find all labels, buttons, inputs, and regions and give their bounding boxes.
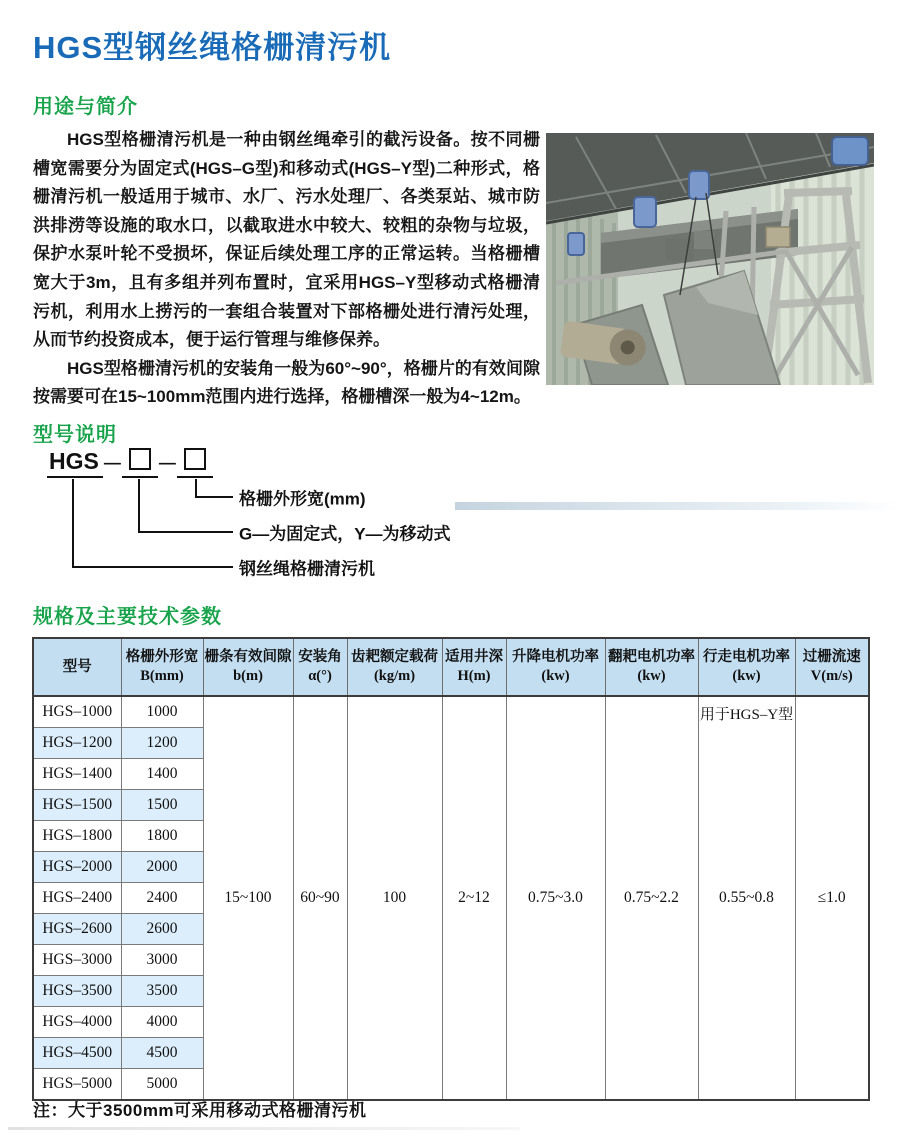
travel-power-note: 用于HGS–Y型 [699,707,794,723]
width-cell: 5000 [121,1069,203,1101]
machine-photo [546,133,874,385]
model-cell: HGS–1200 [33,728,121,759]
column-header-grille-width: 格栅外形宽 B(mm) [121,638,203,696]
model-cell: HGS–3000 [33,945,121,976]
model-cell: HGS–2400 [33,883,121,914]
column-header-bar-gap: 栅条有效间隙 b(m) [203,638,293,696]
placeholder-box-icon [184,448,206,470]
model-cell: HGS–1400 [33,759,121,790]
width-cell: 3500 [121,976,203,1007]
machine-photo-graphic [546,133,874,385]
width-cell: 3000 [121,945,203,976]
header-row [33,638,869,696]
model-code-prefix: HGS [47,448,103,478]
width-cell: 2600 [121,914,203,945]
merged-travel-power-cell [698,696,795,1100]
column-header-install-angle: 安装角 α(°) [293,638,347,696]
model-cell: HGS–2600 [33,914,121,945]
merged-lift-power-cell: 0.75~3.0 [506,696,605,1100]
model-cell: HGS–2000 [33,852,121,883]
section-heading-specs: 规格及主要技术参数 [33,606,222,628]
decorative-strip-bottom [8,1127,520,1130]
dash-glyph: — [158,453,176,472]
column-header-rake-power: 翻耙电机功率 (kw) [605,638,698,696]
intro-paragraph-1: HGS型格栅清污机是一种由钢丝绳牵引的截污设备。按不同栅槽宽需要分为固定式(HGS–G型)和移动式(HGS–Y型)二种形式，格栅清污机一般适用于城市、水厂、污水处理厂、各类泵站、城市防洪排涝等设施的取水口，以截取进水中较大、较粗的杂物与垃圾，保护水泵叶轮不受损坏，保证后续处理工序的正常运转。当格栅槽宽大于3m，且有多组并列布置时，宜采用HGS–Y型移动式格栅清污机，利用水上捞污的一套组合装置对下部格栅处进行清污处理，从而节约投资成本，便于运行管理与维修保养。 [33,130,540,350]
page-title: HGS型钢丝绳格栅清污机 [33,30,392,65]
diagram-label-fixed-mobile: G—为固定式，Y—为移动式 [239,524,451,544]
merged-load-cell: 100 [347,696,442,1100]
diagram-label-grille-width: 格栅外形宽(mm) [239,489,366,509]
model-cell: HGS–4500 [33,1038,121,1069]
section-heading-model: 型号说明 [33,424,117,446]
table-note: 注：大于3500mm可采用移动式格栅清污机 [33,1101,367,1120]
merged-rake-power-cell: 0.75~2.2 [605,696,698,1100]
placeholder-box-icon [129,448,151,470]
travel-power-value: 0.55~0.8 [719,889,774,906]
column-header-model: 型号 [33,638,121,696]
width-cell: 1400 [121,759,203,790]
model-cell: HGS–3500 [33,976,121,1007]
column-header-flow-speed: 过栅流速 V(m/s) [795,638,869,696]
column-header-travel-power: 行走电机功率 (kw) [698,638,795,696]
merged-speed-cell: ≤1.0 [795,696,869,1100]
model-code-box-width [177,448,213,478]
diagram-label-machine-name: 钢丝绳格栅清污机 [239,559,375,579]
intro-paragraph-2: HGS型格栅清污机的安装角一般为60°~90°，格栅片的有效间隙按需要可在15~100mm范围内进行选择，格栅槽深一般为4~12m。 [33,358,540,407]
width-cell: 1500 [121,790,203,821]
model-cell: HGS–4000 [33,1007,121,1038]
width-cell: 2400 [121,883,203,914]
model-code-row [33,448,553,478]
merged-angle-cell: 60~90 [293,696,347,1100]
width-cell: 2000 [121,852,203,883]
model-code-box-type [122,448,158,478]
column-header-lift-power: 升降电机功率 (kw) [506,638,605,696]
width-cell: 1000 [121,696,203,728]
model-code-diagram [33,448,553,580]
model-cell: HGS–5000 [33,1069,121,1101]
column-header-well-depth: 适用井深 H(m) [442,638,506,696]
column-header-rake-load: 齿耙额定载荷 (kg/m) [347,638,442,696]
merged-depth-cell: 2~12 [442,696,506,1100]
width-cell: 1200 [121,728,203,759]
model-cell: HGS–1000 [33,696,121,728]
spec-row [33,696,869,728]
dash-glyph: — [103,453,121,472]
width-cell: 4500 [121,1038,203,1069]
width-cell: 4000 [121,1007,203,1038]
width-cell: 1800 [121,821,203,852]
merged-bar-gap-cell: 15~100 [203,696,293,1100]
section-heading-intro: 用途与简介 [33,96,138,118]
intro-text [33,126,540,412]
model-cell: HGS–1800 [33,821,121,852]
model-cell: HGS–1500 [33,790,121,821]
specs-table [32,637,870,1101]
